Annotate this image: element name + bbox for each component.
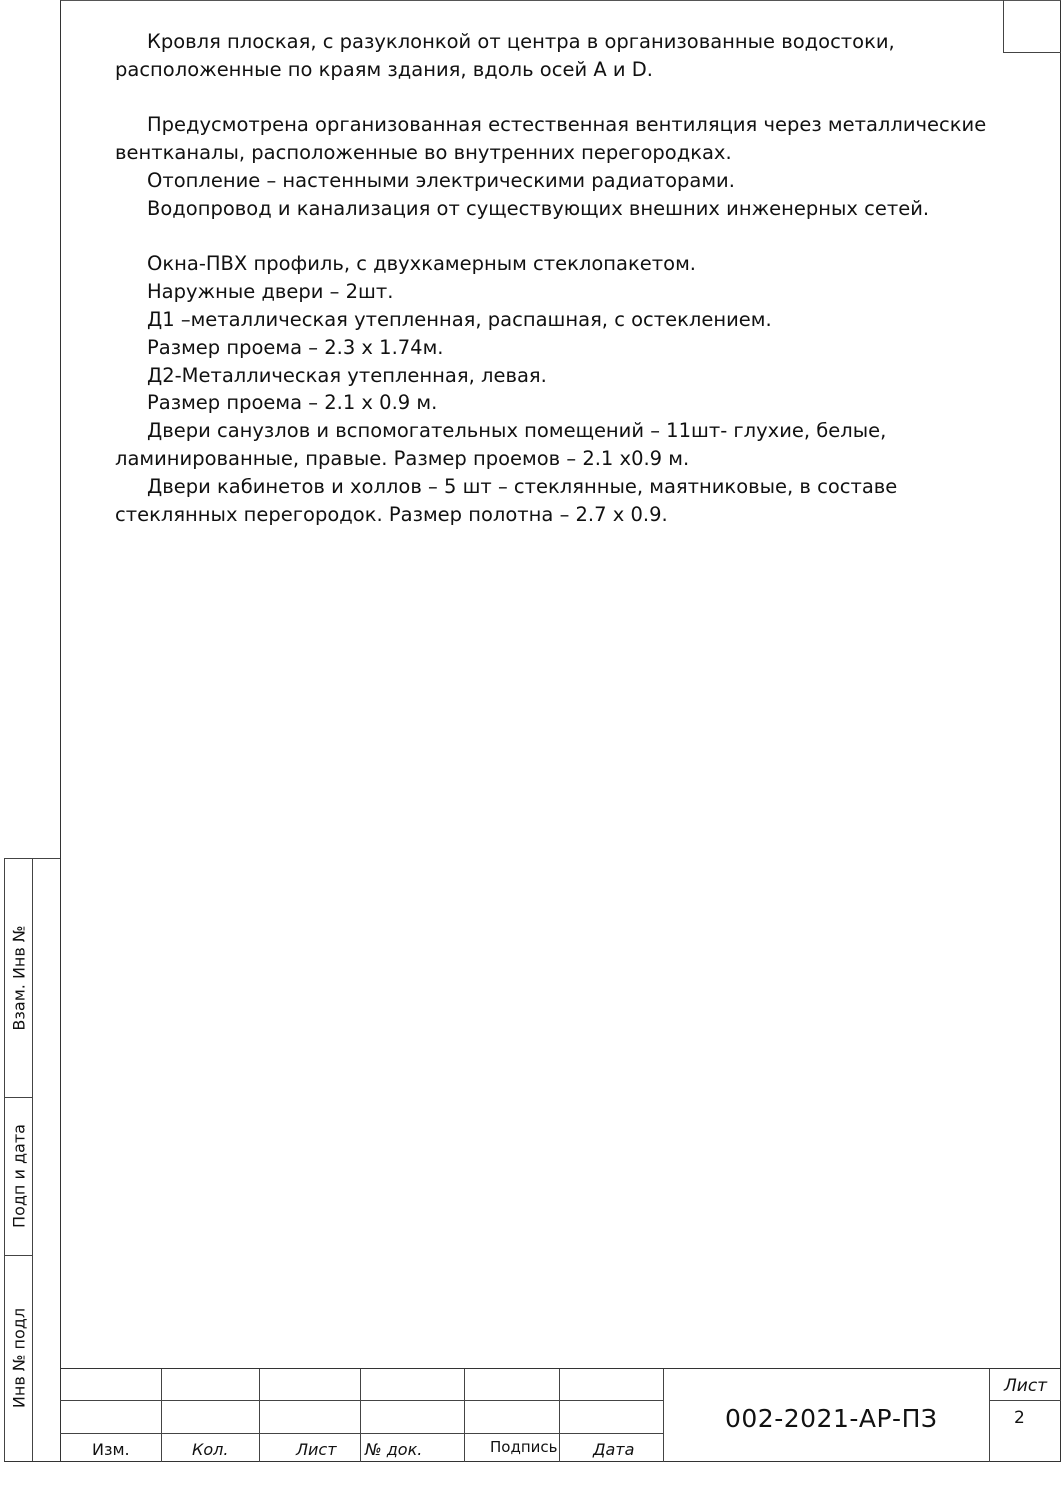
- inv-podl-label: Инв № подл: [9, 1307, 29, 1409]
- text-line: Двери санузлов и вспомогательных помещений – 11шт- глухие, белые,: [147, 419, 887, 443]
- text-line: Предусмотрена организованная естественная вентиляция через металлические: [147, 113, 987, 137]
- document-code: 002-2021-АР-ПЗ: [725, 1404, 938, 1433]
- grid-line: [60, 1433, 663, 1434]
- text-line: Окна-ПВХ профиль, с двухкамерным стеклопакетом.: [147, 252, 696, 276]
- grid-line: [989, 1400, 1061, 1401]
- text-line: Кровля плоская, с разуклонкой от центра в организованные водостоки,: [147, 30, 895, 53]
- paragraph: [115, 111, 995, 167]
- text-line: Размер проема – 2.3 х 1.74м.: [147, 335, 444, 359]
- data-caption: Дата: [593, 1440, 635, 1459]
- grid-line: [360, 1369, 361, 1462]
- paragraph-gap: [115, 84, 995, 112]
- paragraph: [115, 195, 995, 223]
- corner-box: [1003, 0, 1061, 53]
- paragraph-gap: [115, 223, 995, 251]
- paragraph: [115, 334, 995, 362]
- paragraph: [115, 28, 995, 84]
- text-line: ламинированные, правые. Размер проемов – 2.1 х0.9 м.: [115, 446, 690, 470]
- text-line: расположенные по краям здания, вдоль осей А и D.: [115, 57, 653, 81]
- podp-data-label: Подп и дата: [9, 1124, 29, 1228]
- grid-line: [559, 1369, 560, 1462]
- text-line: Д1 –металлическая утепленная, распашная, с остеклением.: [147, 307, 772, 331]
- sheet-number: 2: [1014, 1408, 1025, 1428]
- paragraph: [115, 278, 995, 306]
- ndok-caption: № док.: [365, 1440, 423, 1459]
- document-body: [115, 28, 995, 528]
- paragraph: [115, 306, 995, 334]
- text-line: вентканалы, расположенные во внутренних перегородках.: [115, 141, 732, 165]
- grid-line: [464, 1369, 465, 1462]
- sheet-label: Лист: [1004, 1376, 1048, 1396]
- grid-line: [259, 1369, 260, 1462]
- vzam-inv-label: Взам. Инв №: [9, 925, 29, 1031]
- list-caption: Лист: [296, 1440, 337, 1459]
- grid-line: [161, 1369, 162, 1462]
- paragraph: [115, 167, 995, 195]
- text-line: стеклянных перегородок. Размер полотна – 2.7 х 0.9.: [115, 502, 668, 526]
- text-line: Размер проема – 2.1 х 0.9 м.: [147, 391, 438, 415]
- grid-line: [989, 1369, 990, 1462]
- text-line: Д2-Металлическая утепленная, левая.: [147, 363, 547, 387]
- left-stamp-strip: [4, 858, 60, 1462]
- text-line: Двери кабинетов и холлов – 5 шт – стеклянные, маятниковые, в составе: [147, 474, 898, 498]
- paragraph: [115, 473, 995, 529]
- paragraph: [115, 362, 995, 390]
- paragraph: [115, 417, 995, 473]
- text-line: Водопровод и канализация от существующих внешних инженерных сетей.: [147, 196, 930, 220]
- izm-caption: Изм.: [92, 1440, 130, 1459]
- paragraph: [115, 389, 995, 417]
- grid-line: [663, 1369, 664, 1462]
- paragraph: [115, 250, 995, 278]
- text-line: Наружные двери – 2шт.: [147, 280, 394, 304]
- text-line: Отопление – настенными электрическими радиаторами.: [147, 168, 735, 192]
- grid-line: [60, 1400, 663, 1401]
- podpis-caption: Подпись: [490, 1438, 558, 1456]
- kol-caption: Кол.: [192, 1440, 229, 1459]
